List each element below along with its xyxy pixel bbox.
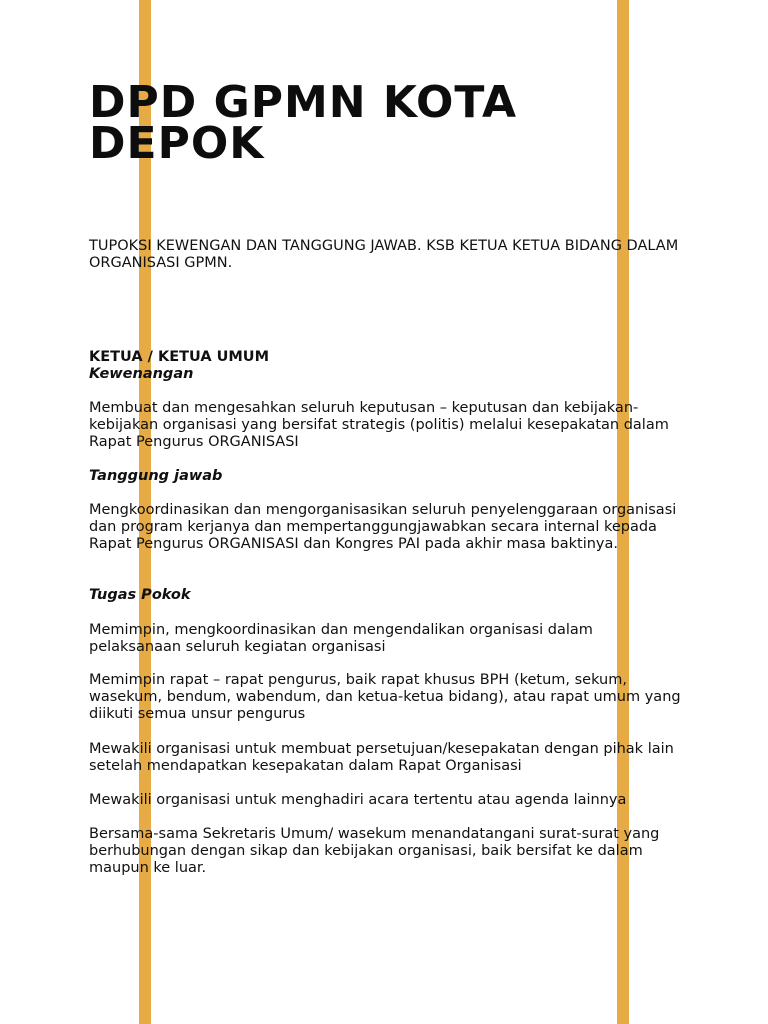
tugas-pokok-label: Tugas Pokok (89, 587, 191, 603)
tugas-item: Bersama-sama Sekretaris Umum/ wasekum menandatangani surat-surat yang berhubungan dengan sikap dan kebijakan organisasi, baik bersifat ke dalam maupun ke luar. (89, 826, 660, 876)
tanggung-jawab-label: Tanggung jawab (89, 468, 223, 484)
tugas-item: Memimpin, mengkoordinasikan dan mengendalikan organisasi dalam pelaksanaan seluruh kegiatan organisasi (89, 622, 593, 655)
section-title: KETUA / KETUA UMUM (89, 349, 270, 365)
tugas-item: Mewakili organisasi untuk membuat persetujuan/kesepakatan dengan pihak lain setelah mendapatkan kesepakatan dalam Rapat Organisasi (89, 741, 674, 774)
kewenangan-label: Kewenangan (89, 366, 194, 382)
tugas-item: Memimpin rapat – rapat pengurus, baik rapat khusus BPH (ketum, sekum, wasekum, bendum, wabendum, dan ketua-ketua bidang), atau rapat umum yang diikuti semua unsur pengurus (89, 672, 681, 722)
document-title (89, 77, 689, 169)
tanggung-jawab-paragraph: Mengkoordinasikan dan mengorganisasikan seluruh penyelenggaraan organisasi dan program kerjanya dan mempertanggungjawabkan secara internal kepada Rapat Pengurus ORGANISASI dan Kongres PAI pada akhir masa baktinya. (89, 502, 677, 552)
document-subtitle: TUPOKSI KEWENGAN DAN TANGGUNG JAWAB. KSB KETUA KETUA BIDANG DALAM ORGANISASI GPMN. (89, 238, 679, 271)
section-heading (89, 349, 269, 383)
kewenangan-paragraph: Membuat dan mengesahkan seluruh keputusan – keputusan dan kebijakan-kebijakan organisasi yang bersifat strategis (politis) melalui kesepakatan dalam Rapat Pengurus ORGANISASI (89, 400, 669, 450)
title-line-2: DEPOK (89, 118, 265, 169)
tugas-item: Mewakili organisasi untuk menghadiri acara tertentu atau agenda lainnya (89, 792, 627, 808)
title-line-1: DPD GPMN KOTA (89, 77, 518, 128)
